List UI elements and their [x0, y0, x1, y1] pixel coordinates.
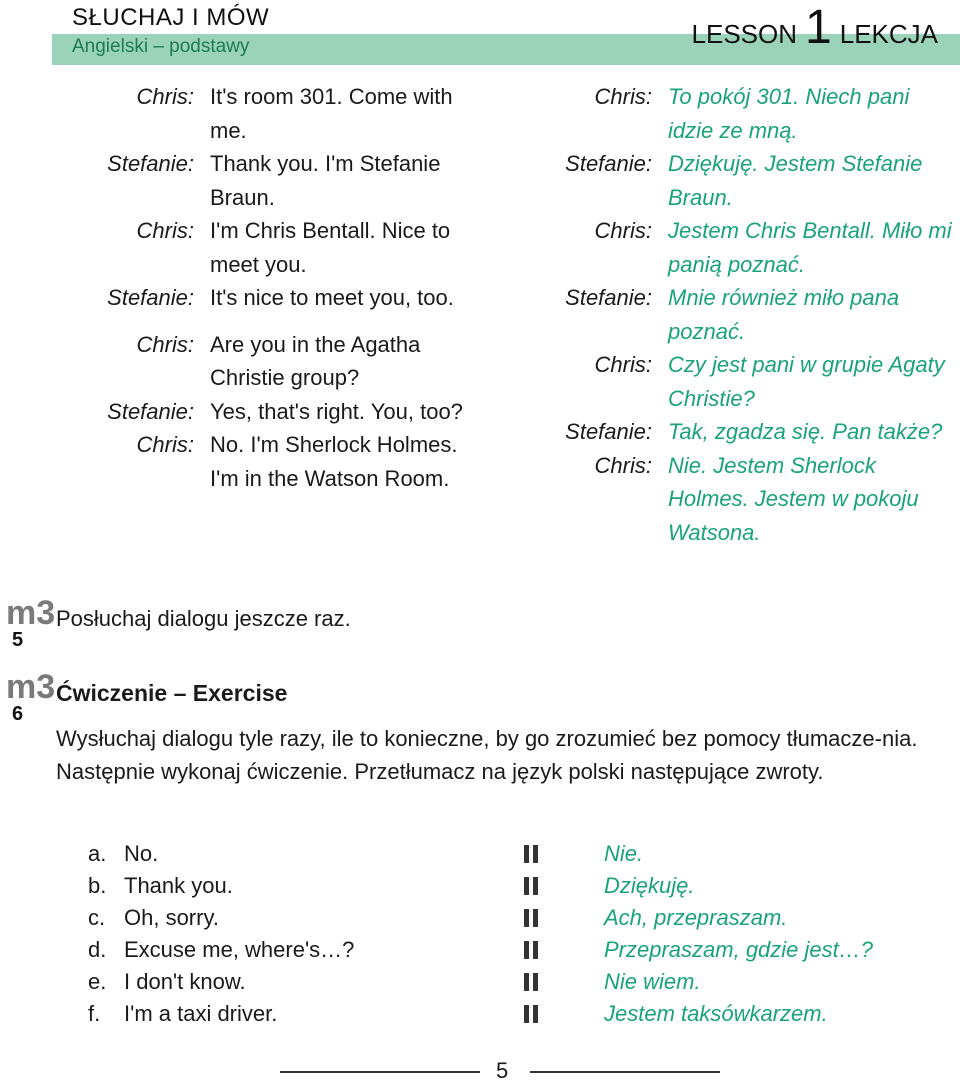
- exercise-item: [88, 870, 873, 902]
- dialog-row: [520, 147, 960, 181]
- exercise-item: [88, 934, 873, 966]
- listen-again-instruction: Posłuchaj dialogu jeszcze raz.: [56, 606, 351, 631]
- dialog-polish: [520, 80, 960, 549]
- dialog-line: Are you in the Agatha: [210, 331, 421, 357]
- item-english: I'm a taxi driver.: [124, 1001, 278, 1026]
- dialog-gap: [60, 315, 470, 328]
- speaker-label: Chris:: [594, 352, 652, 377]
- dialog-row: [60, 147, 470, 181]
- dialog-row: [60, 462, 470, 496]
- speaker-label: Stefanie:: [107, 398, 194, 424]
- dialog-row: [60, 281, 470, 315]
- dialog-line: Holmes. Jestem w pokoju: [668, 486, 919, 511]
- dialog-line: Jestem Chris Bentall. Miło mi: [668, 218, 952, 243]
- dialog-row: [60, 428, 470, 462]
- dialog-row: [520, 80, 960, 114]
- dialog-row: [520, 348, 960, 382]
- dialog-line: To pokój 301. Niech pani: [668, 84, 910, 109]
- item-polish: Przepraszam, gdzie jest…?: [604, 937, 873, 962]
- item-letter: a.: [88, 841, 107, 866]
- item-polish: Dziękuję.: [604, 873, 695, 898]
- page-number: 5: [496, 1058, 509, 1083]
- dialog-row: [60, 395, 470, 429]
- pause-icon: [524, 845, 604, 863]
- speaker-label: [60, 248, 210, 282]
- dialog-line: Braun.: [668, 184, 733, 210]
- item-letter: e.: [88, 969, 107, 994]
- item-english: I don't know.: [124, 969, 246, 994]
- exercise-instructions: Wysłuchaj dialogu tyle razy, ile to konieczne, by go zrozumieć bez pomocy tłumacze-nia. Następnie wykonaj ćwiczenie. Przetłumacz na język polski następujące zwroty.: [56, 726, 918, 784]
- dialog-row: [60, 181, 470, 215]
- speaker-label: Stefanie:: [565, 419, 652, 444]
- speaker-label: Chris:: [136, 218, 194, 243]
- lesson-heading: [691, 1, 938, 54]
- item-letter: d.: [88, 937, 107, 962]
- dialog-row: [60, 214, 470, 248]
- lekcja-label: LEKCJA: [839, 19, 938, 49]
- speaker-label: Stefanie:: [107, 151, 194, 176]
- speaker-label: Stefanie:: [565, 285, 652, 310]
- dialog-line: It's room 301. Come with: [210, 84, 453, 109]
- dialog-line: Thank you. I'm Stefanie: [210, 151, 441, 176]
- dialog-line: Dziękuję. Jestem Stefanie: [668, 151, 923, 176]
- speaker-label: Chris:: [594, 452, 652, 478]
- exercise-item: [88, 838, 873, 870]
- dialog-line: Christie group?: [210, 365, 360, 390]
- book-subtitle: Angielski – podstawy: [72, 36, 250, 57]
- dialog-line: meet you.: [210, 251, 307, 277]
- exercise-title: Ćwiczenie – Exercise: [56, 680, 288, 706]
- dialog-row: [520, 482, 960, 516]
- track-number: 5: [12, 629, 24, 651]
- dialog-row: [520, 214, 960, 248]
- dialog-row: [60, 328, 470, 362]
- dialog-row: [520, 281, 960, 315]
- lesson-label: LESSON: [691, 19, 798, 49]
- mp3-icon: m3: [6, 668, 56, 706]
- dialog-line: panią poznać.: [668, 251, 805, 277]
- speaker-label: [520, 382, 668, 416]
- dialog-line: Braun.: [210, 184, 275, 210]
- footer-rule-left: [280, 1071, 480, 1073]
- dialog-row: [60, 248, 470, 282]
- speaker-label: Chris:: [136, 331, 194, 357]
- book-title: SŁUCHAJ I MÓW: [72, 4, 270, 31]
- dialog-row: [520, 248, 960, 282]
- speaker-label: Stefanie:: [565, 151, 652, 176]
- dialog-english: [60, 80, 470, 495]
- dialog-line: I'm Chris Bentall. Nice to: [210, 218, 451, 243]
- dialog-row: [520, 415, 960, 449]
- dialog-line: Czy jest pani w grupie Agaty: [668, 352, 945, 377]
- item-polish: Nie wiem.: [604, 969, 701, 994]
- speaker-label: [60, 361, 210, 395]
- speaker-label: Chris:: [136, 432, 194, 457]
- speaker-label: Chris:: [594, 218, 652, 243]
- item-polish: Ach, przepraszam.: [604, 905, 788, 930]
- dialog-line: No. I'm Sherlock Holmes.: [210, 432, 458, 457]
- speaker-label: Chris:: [594, 84, 652, 109]
- track-number: 6: [12, 703, 24, 725]
- speaker-label: [520, 181, 668, 215]
- exercise-item: [88, 998, 873, 1030]
- item-english: Thank you.: [124, 873, 233, 898]
- mp3-icon: m3: [6, 594, 56, 632]
- dialog-line: poznać.: [668, 318, 746, 344]
- item-polish: Nie.: [604, 841, 644, 866]
- speaker-label: [60, 462, 210, 496]
- dialog-line: Tak, zgadza się. Pan także?: [668, 419, 943, 444]
- dialog-row: [520, 315, 960, 349]
- dialog-row: [60, 80, 470, 114]
- dialog-row: [520, 382, 960, 416]
- speaker-label: [520, 248, 668, 282]
- footer-rule-right: [530, 1071, 720, 1073]
- dialog-row: [60, 361, 470, 395]
- item-english: Oh, sorry.: [124, 905, 219, 930]
- dialog-line: idzie ze mną.: [668, 117, 798, 143]
- exercise-list: [88, 838, 873, 1030]
- dialog-line: Watsona.: [668, 519, 761, 545]
- item-english: No.: [124, 841, 159, 866]
- exercise-item: [88, 966, 873, 998]
- pause-icon: [524, 973, 604, 991]
- dialog-line: It's nice to meet you, too.: [210, 285, 454, 310]
- item-letter: b.: [88, 873, 107, 898]
- dialog-line: Yes, that's right. You, too?: [210, 398, 463, 424]
- dialog-line: Nie. Jestem Sherlock: [668, 452, 876, 478]
- pause-icon: [524, 941, 604, 959]
- speaker-label: [60, 114, 210, 148]
- dialog-line: Mnie również miło pana: [668, 285, 900, 310]
- dialog-row: [520, 181, 960, 215]
- mp3-track-5: [6, 594, 56, 652]
- speaker-label: Stefanie:: [107, 285, 194, 310]
- lesson-number: 1: [805, 1, 832, 54]
- item-letter: c.: [88, 905, 106, 930]
- pause-icon: [524, 877, 604, 895]
- dialog-row: [520, 114, 960, 148]
- dialog-row: [60, 114, 470, 148]
- dialog-row: [520, 449, 960, 483]
- dialog-line: me.: [210, 117, 247, 143]
- dialog-line: I'm in the Watson Room.: [210, 465, 450, 491]
- exercise-item: [88, 902, 873, 934]
- dialog-row: [520, 516, 960, 550]
- item-polish: Jestem taksówkarzem.: [604, 1001, 828, 1026]
- item-english: Excuse me, where's…?: [124, 937, 355, 962]
- mp3-track-6: [6, 668, 56, 726]
- speaker-label: [520, 516, 668, 550]
- speaker-label: [60, 181, 210, 215]
- pause-icon: [524, 1005, 604, 1023]
- speaker-label: Chris:: [136, 84, 194, 109]
- speaker-label: [520, 315, 668, 349]
- pause-icon: [524, 909, 604, 927]
- item-letter: f.: [88, 1001, 101, 1026]
- speaker-label: [520, 482, 668, 516]
- speaker-label: [520, 114, 668, 148]
- dialog-line: Christie?: [668, 385, 755, 411]
